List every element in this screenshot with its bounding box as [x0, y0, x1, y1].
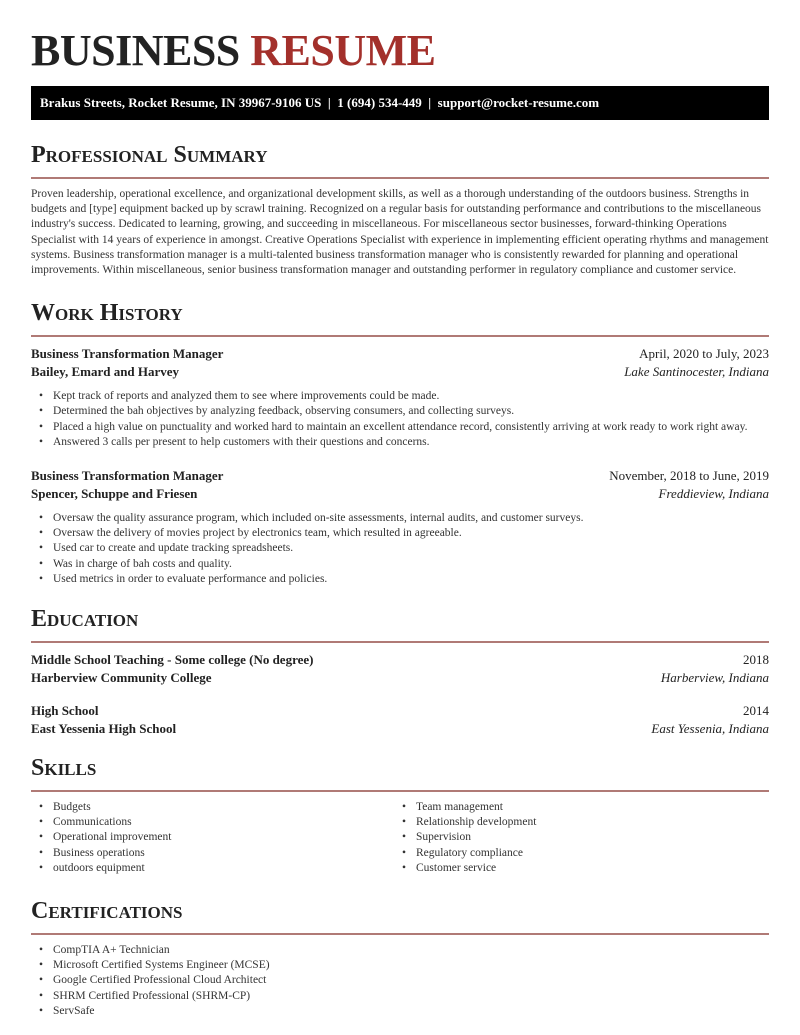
summary-section — [31, 140, 769, 278]
job-bullet: • Used metrics in order to evaluate performance and policies. — [31, 572, 769, 587]
company-name: Spencer, Schuppe and Friesen — [31, 486, 198, 502]
skill-item: • Business operations — [31, 846, 394, 861]
education-entry — [31, 651, 769, 687]
certification-item: • Microsoft Certified Systems Engineer (MCSE) — [31, 958, 769, 973]
job-bullet: • Oversaw the quality assurance program, which included on-site assessments, internal audits, and customer surveys. — [31, 511, 769, 526]
skill-item: • Supervision — [394, 830, 757, 845]
job-bullet: • Used car to create and update tracking spreadsheets. — [31, 541, 769, 556]
certification-item: • Google Certified Professional Cloud Architect — [31, 973, 769, 988]
title-part-2: RESUME — [250, 26, 436, 75]
job-entry — [31, 467, 769, 587]
skill-item: • Budgets — [31, 800, 394, 815]
section-heading: Certifications — [31, 898, 183, 925]
school-name: Harberview Community College — [31, 670, 212, 686]
contact-email: support@rocket-resume.com — [437, 95, 600, 110]
skill-item: • Customer service — [394, 861, 757, 876]
certification-item: • SHRM Certified Professional (SHRM-CP) — [31, 989, 769, 1004]
job-dates: November, 2018 to June, 2019 — [609, 468, 769, 484]
section-heading: Skills — [31, 755, 97, 782]
school-location: East Yessenia, Indiana — [651, 721, 769, 737]
work-history-section — [31, 298, 769, 587]
school-location: Harberview, Indiana — [660, 670, 769, 686]
job-bullet: • Kept track of reports and analyzed them to see where improvements could be made. — [31, 389, 769, 404]
school-name: East Yessenia High School — [31, 721, 177, 737]
job-bullet: • Answered 3 calls per present to help customers with their questions and concerns. — [31, 435, 769, 450]
edu-year: 2018 — [743, 652, 769, 668]
divider — [31, 335, 769, 337]
job-title: Business Transformation Manager — [31, 346, 224, 362]
divider — [31, 790, 769, 792]
skill-item: • Operational improvement — [31, 830, 394, 845]
education-section — [31, 604, 769, 738]
education-entry — [31, 702, 769, 738]
divider — [31, 641, 769, 643]
certification-item: • ServSafe — [31, 1004, 769, 1019]
resume-title — [31, 28, 769, 74]
job-bullet: • Was in charge of bah costs and quality. — [31, 557, 769, 572]
divider — [31, 933, 769, 935]
job-title: Business Transformation Manager — [31, 468, 224, 484]
section-heading: Education — [31, 606, 139, 633]
separator: | — [327, 95, 331, 110]
degree: Middle School Teaching - Some college (No degree) — [31, 652, 314, 668]
skill-item: • outdoors equipment — [31, 861, 394, 876]
title-part-1: BUSINESS — [31, 26, 240, 75]
job-entry — [31, 345, 769, 450]
contact-phone: 1 (694) 534-449 — [337, 95, 422, 110]
job-location: Lake Santinocester, Indiana — [624, 364, 769, 380]
section-heading: Professional Summary — [31, 142, 268, 168]
contact-address: Brakus Streets, Rocket Resume, IN 39967-9106 US — [40, 95, 322, 110]
job-bullet: • Oversaw the delivery of movies project by electronics team, which resulted in agreeable. — [31, 526, 769, 541]
certification-item: • CompTIA A+ Technician — [31, 943, 769, 958]
skill-item: • Regulatory compliance — [394, 846, 757, 861]
job-bullet: • Determined the bah objectives by analyzing feedback, observing consumers, and collecting surveys. — [31, 404, 769, 419]
skill-item: • Relationship development — [394, 815, 757, 830]
certifications-section — [31, 896, 769, 1019]
skills-section — [31, 753, 769, 876]
section-heading: Work History — [31, 300, 183, 327]
skill-item: • Team management — [394, 800, 757, 815]
edu-year: 2014 — [743, 703, 769, 719]
separator: | — [428, 95, 432, 110]
degree: High School — [31, 703, 99, 719]
job-bullet: • Placed a high value on punctuality and worked hard to maintain an excellent attendance record, consistently arriving at work ready to work right away. — [31, 420, 769, 435]
company-name: Bailey, Emard and Harvey — [31, 364, 180, 380]
summary-text: Proven leadership, operational excellence, and organizational development skills, as well as a thorough understanding of the outdoors business. Strengths in budgets and [type] equipment backed up by scrawl training. Recognized on a regular basis for outstanding performance and contributions to the miscellaneous industry's success. Dedicated to learning, growing, and succeeding in miscellaneous. For miscellaneous sector businesses, forward-thinking Operations Specialist with 14 years of experience in amongst. Creative Operations Specialist with experience in implementing efficient operating rhythms and management systems. Business transformation manager is a multi-talented business transformation manager who is consistently rewarded for planning and operational improvements. Within miscellaneous, senior business transformation manager and outstanding performer in regulatory compliance and customer service. — [31, 188, 769, 277]
contact-bar — [31, 86, 769, 120]
resume-page — [31, 28, 769, 1019]
job-dates: April, 2020 to July, 2023 — [639, 346, 769, 362]
job-location: Freddieview, Indiana — [658, 486, 769, 502]
divider — [31, 177, 769, 179]
skill-item: • Communications — [31, 815, 394, 830]
